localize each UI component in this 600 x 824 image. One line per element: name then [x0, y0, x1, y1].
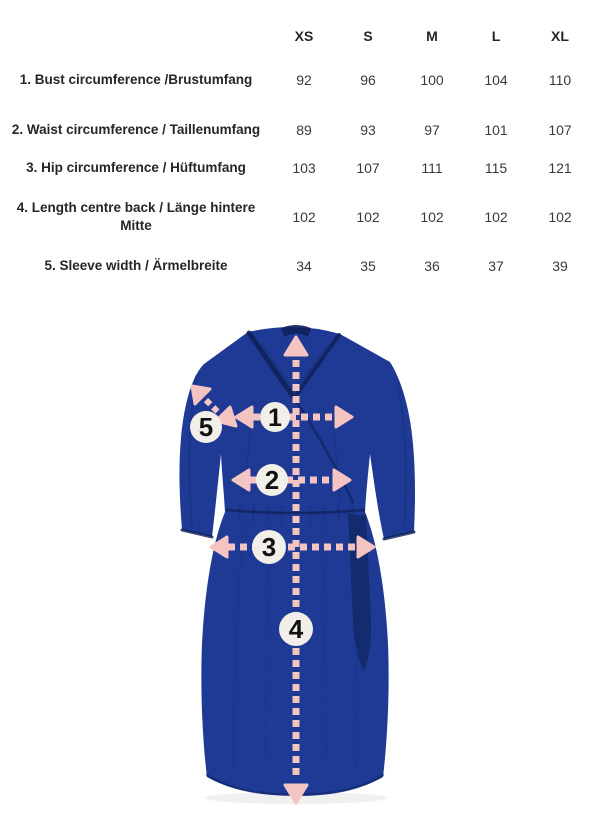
cell-value: 110 [548, 72, 572, 88]
marker-number: 3 [261, 532, 277, 562]
size-chart-page [0, 24, 600, 824]
cell-value: 93 [360, 122, 376, 138]
cell-value: 102 [484, 209, 508, 225]
table-row-hip [0, 154, 596, 182]
marker-number: 5 [198, 412, 214, 442]
table-row-sleeve [0, 252, 596, 280]
cell-value: 37 [488, 258, 504, 274]
cell-value: 107 [356, 160, 380, 176]
table-row-length [0, 194, 596, 240]
cell-value: 101 [484, 122, 508, 138]
cell-value: 100 [420, 72, 444, 88]
cell-value: 34 [296, 258, 312, 274]
marker-number: 4 [288, 614, 304, 644]
measure-marker-1 [260, 402, 290, 432]
measure-marker-4 [279, 612, 313, 646]
cell-value: 107 [548, 122, 572, 138]
measure-marker-5 [190, 411, 222, 443]
cell-value: 89 [296, 122, 312, 138]
table-row-waist [0, 116, 596, 144]
cell-value: 102 [356, 209, 380, 225]
row-label-sleeve: 5. Sleeve width / Ärmelbreite [44, 258, 228, 273]
row-label-length: 4. Length centre back / Länge hintere Mitte [16, 200, 256, 233]
size-column-xs: XS [294, 28, 314, 44]
cell-value: 104 [484, 72, 508, 88]
cell-value: 115 [484, 160, 508, 176]
row-label-waist: 2. Waist circumference / Taillenumfang [11, 122, 261, 137]
cell-value: 111 [421, 160, 443, 176]
cell-value: 36 [424, 258, 440, 274]
cell-value: 39 [552, 258, 568, 274]
cell-value: 102 [292, 209, 316, 225]
cell-value: 35 [360, 258, 376, 274]
marker-number: 1 [268, 404, 282, 432]
cell-value: 121 [548, 160, 572, 176]
row-label-bust: 1. Bust circumference /Brustumfang [19, 72, 253, 87]
header-spacer [0, 24, 272, 48]
size-column-l: L [491, 28, 501, 44]
size-column-xl: XL [551, 28, 569, 44]
measure-marker-2 [256, 464, 288, 496]
cell-value: 97 [424, 122, 440, 138]
cell-value: 102 [420, 209, 444, 225]
size-column-s: S [363, 28, 373, 44]
cell-value: 103 [292, 160, 316, 176]
size-table-header-row [0, 24, 596, 48]
size-column-m: M [426, 28, 438, 44]
size-table [0, 24, 600, 280]
row-label-hip: 3. Hip circumference / Hüftumfang [26, 160, 246, 175]
cell-value: 92 [296, 72, 312, 88]
cell-value: 96 [360, 72, 376, 88]
marker-number: 2 [264, 465, 280, 495]
cell-value: 102 [548, 209, 572, 225]
measure-marker-3 [252, 530, 286, 564]
table-row-bust [0, 66, 596, 94]
